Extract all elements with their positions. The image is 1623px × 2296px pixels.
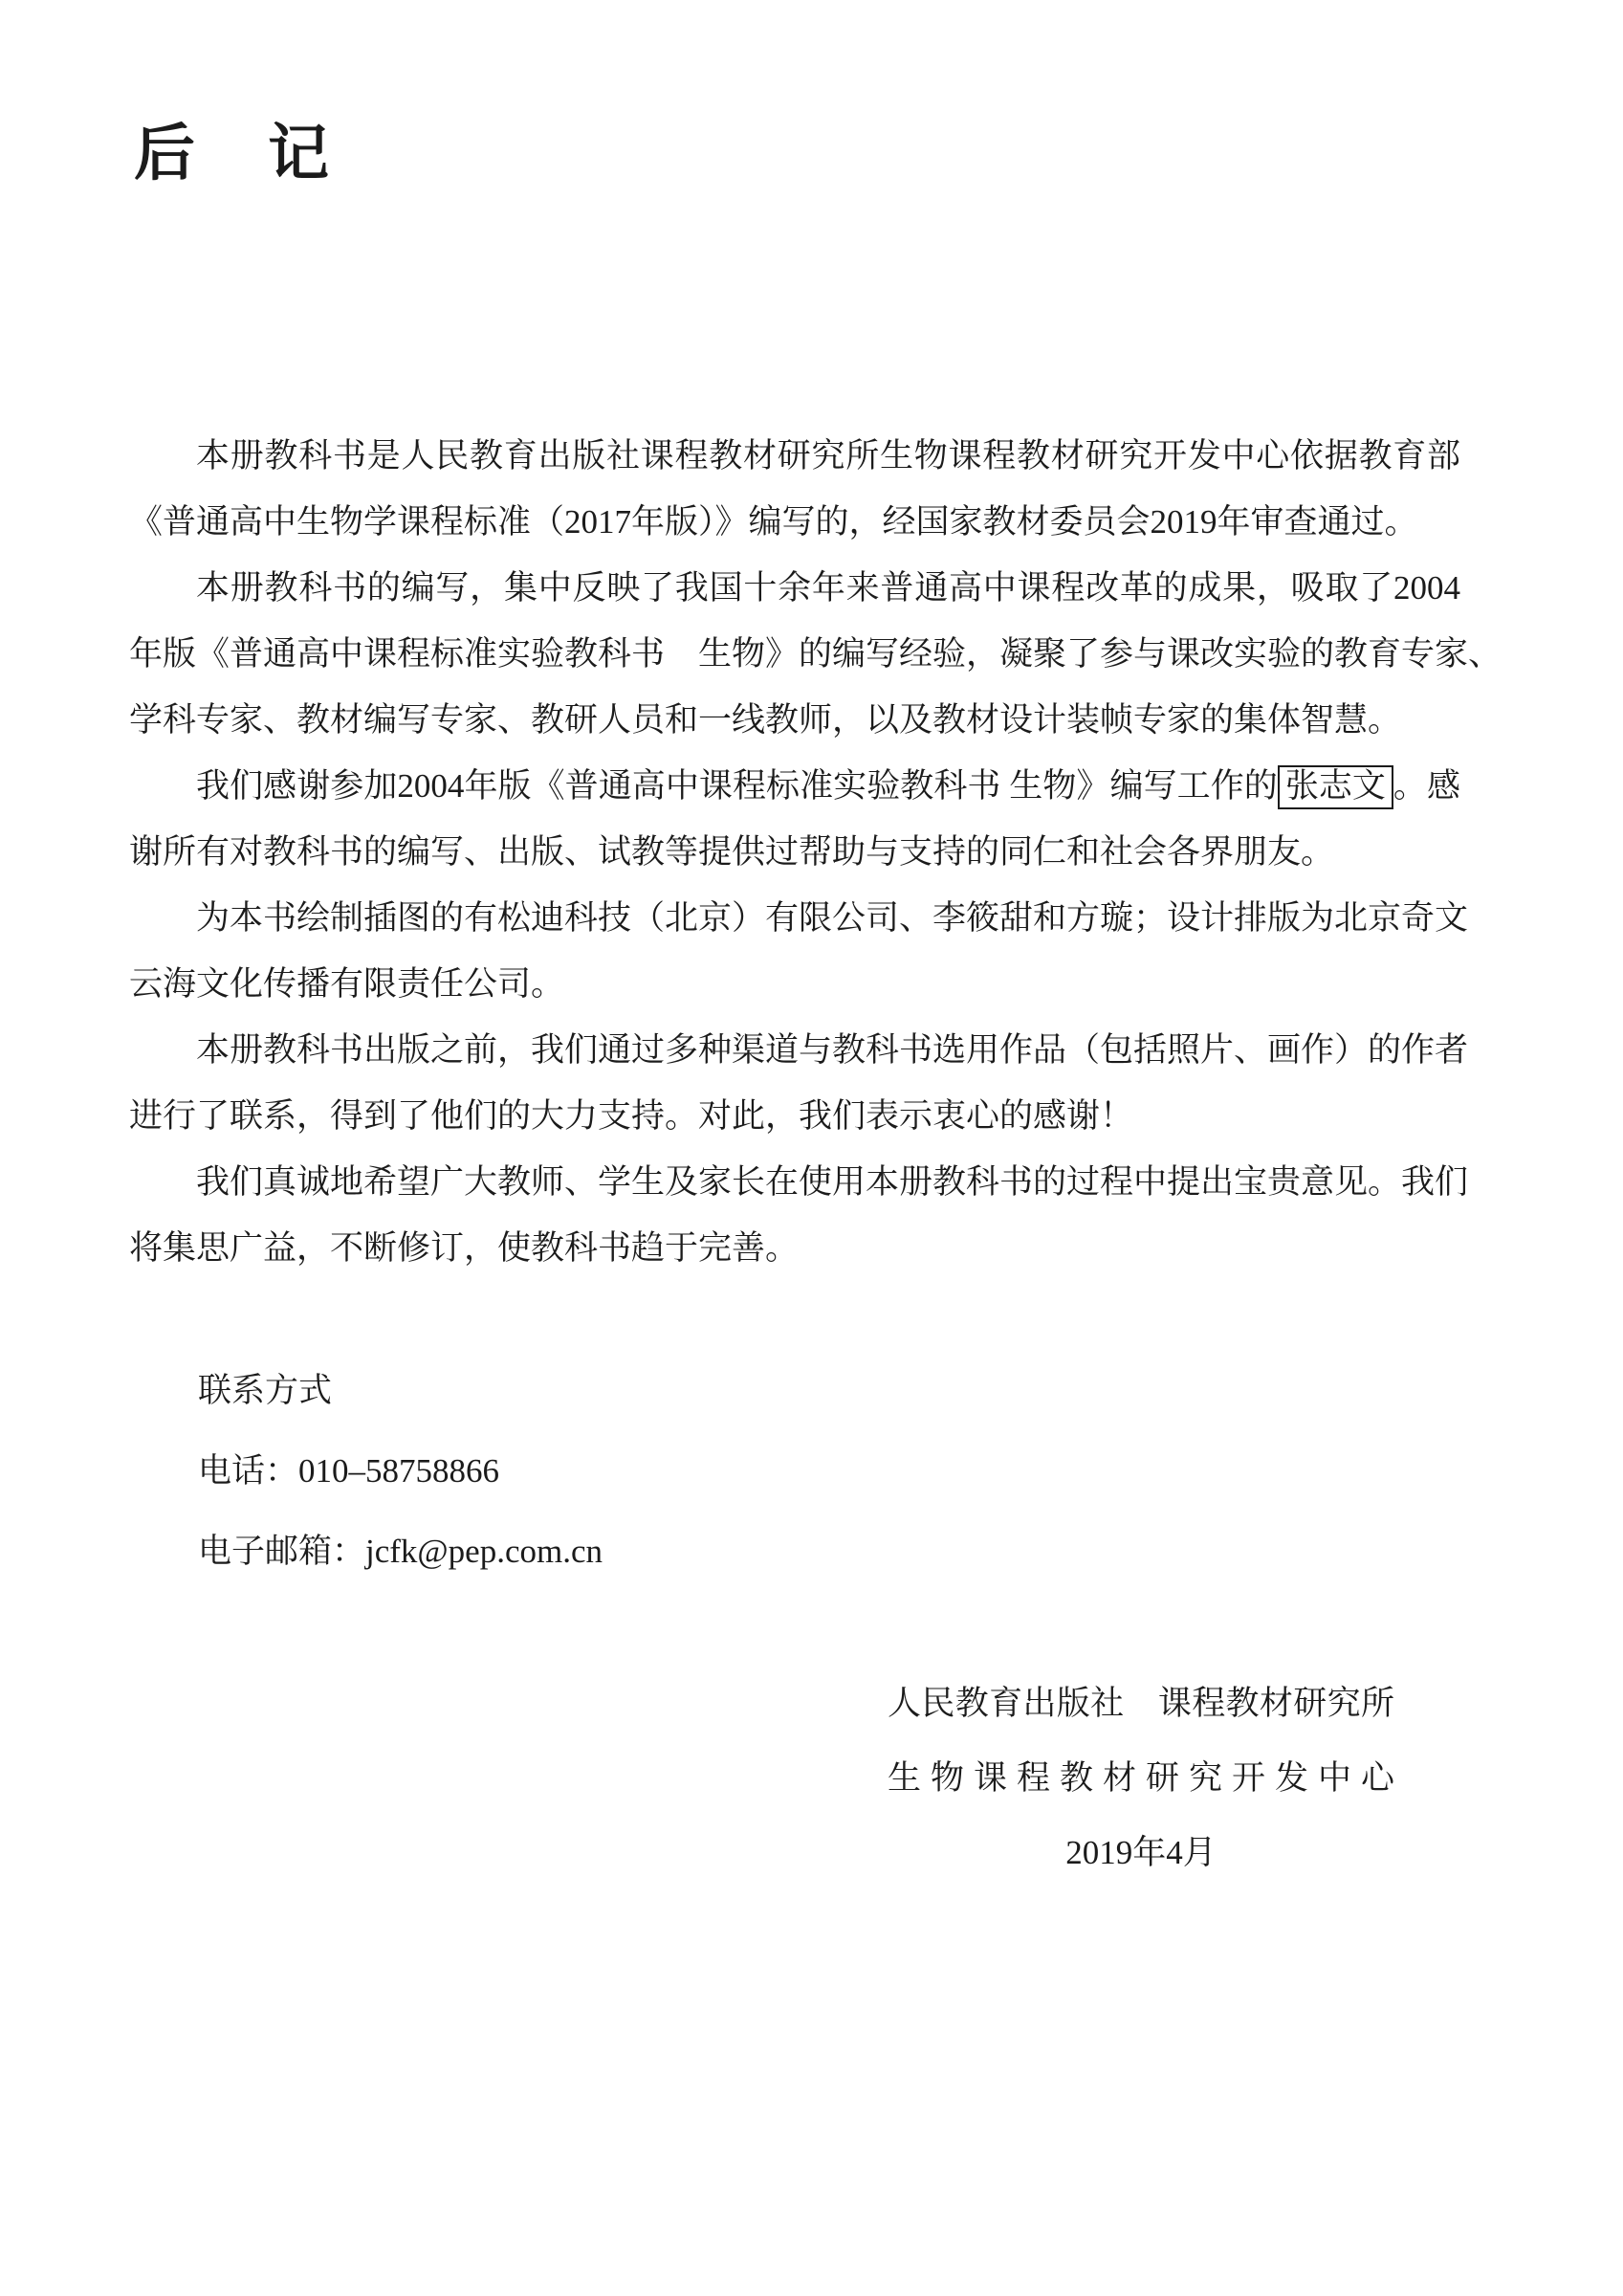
body-line-segment: 为本书绘制插图的有松迪科技（北京）有限公司、李筱甜和方璇；设计排版为北京奇文 [196,899,1469,937]
signature-publisher-line: 人民教育出版社 课程教材研究所 [888,1685,1394,1722]
body-line [129,885,1469,951]
body-line-segment: 。感 [1393,767,1460,805]
contact-block [198,1351,603,1592]
body-line-segment: 我们感谢参加2004年版《普通高中课程标准实验教科书 生物》编写工作的 [196,767,1278,805]
body-line [129,1149,1469,1215]
email-address: jcfk@pep.com.cn [365,1533,603,1570]
contact-email-line [198,1512,603,1592]
body-line [129,555,1460,621]
email-label: 电子邮箱： [198,1533,366,1570]
body-line-segment: 将集思广益，不断修订，使教科书趋于完善。 [129,1229,800,1267]
body-line-segment: 本册教科书是人民教育出版社课程教材研究所生物课程教材研究开发中心依据教育部 [196,437,1460,475]
body-line-segment: 进行了联系，得到了他们的大力支持。对此，我们表示衷心的感谢！ [129,1097,1134,1135]
body-line-segment: 我们真诚地希望广大教师、学生及家长在使用本册教科书的过程中提出宝贵意见。我们 [196,1163,1469,1201]
contact-phone-line [198,1431,603,1512]
signature-date-line: 2019年4月 [1065,1834,1217,1871]
body-line [129,951,1460,1017]
phone-label: 电话： [198,1452,299,1490]
body-line [129,621,1502,687]
signature-center-line: 生物课程教材研究开发中心 [888,1759,1394,1797]
body-line [129,423,1460,489]
body-line [129,687,1460,753]
body-line-segment: 年版《普通高中课程标准实验教科书 生物》的编写经验，凝聚了参与课改实验的教育专家、 [129,635,1502,673]
boxed-name: 张志文 [1278,765,1393,809]
phone-number: 010–58758866 [298,1452,500,1490]
body-line [129,1083,1460,1149]
body-line-segment: 学科专家、教材编写专家、教研人员和一线教师，以及教材设计装帧专家的集体智慧。 [129,701,1402,739]
body-line [129,1017,1469,1083]
body-line-segment: 云海文化传播有限责任公司。 [129,965,565,1003]
body-line [129,819,1460,885]
contact-heading: 联系方式 [198,1372,333,1409]
body-text [129,423,1502,1281]
signature-block [888,1667,1394,1890]
body-line [129,753,1460,819]
page-title: 后 记 [134,120,335,188]
body-line-segment: 本册教科书的编写，集中反映了我国十余年来普通高中课程改革的成果，吸取了2004 [196,569,1460,607]
body-line-segment: 谢所有对教科书的编写、出版、试教等提供过帮助与支持的同仁和社会各界朋友。 [129,833,1335,871]
body-line [129,489,1460,555]
body-line-segment: 《普通高中生物学课程标准（2017年版）》编写的，经国家教材委员会2019年审查通过。 [129,503,1418,541]
body-line [129,1215,1460,1281]
body-line-segment: 本册教科书出版之前，我们通过多种渠道与教科书选用作品（包括照片、画作）的作者 [196,1031,1469,1069]
